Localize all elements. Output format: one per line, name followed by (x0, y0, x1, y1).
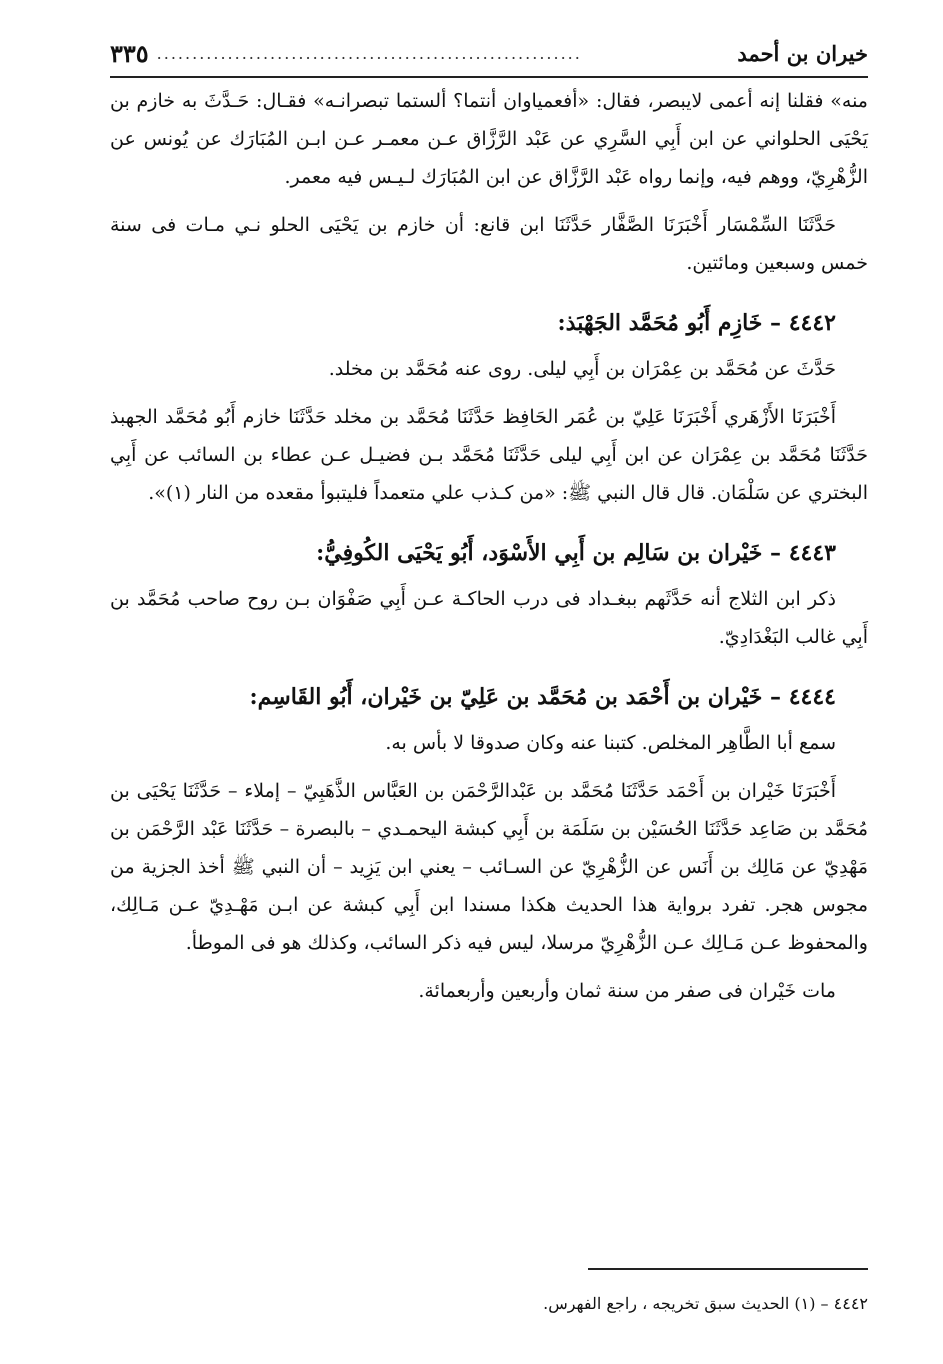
entry-heading-4444 (110, 678, 868, 716)
footnote-separator (588, 1268, 868, 1270)
entry-paragraph: حَدَّثَ عن مُحَمَّد بن عِمْرَان بن أَبِي ليلى. روى عنه مُحَمَّد بن مخلد. (328, 358, 836, 380)
running-title: خيران بن أحمد (737, 40, 868, 66)
paragraph-continuation: منه» فقلنا إنه أعمى لايبصر، فقال: «أفعمياوان أنتما؟ ألستما تبصرانـه» فقـال: حَـدَّثَ به خازم بن يَحْيَى الحلواني عن ابن أَبِي السَّرِي عن عَبْد الرَّزَّاق عـن معمـر عـن ابـن المُبَارَك عن يُونس عن الزُّهْرِيّ، ووهم فيه، وإنما رواه عَبْد الرَّزَّاق عن ابن المُبَارَك لـيـس فيه معمر. (110, 90, 868, 188)
entry-paragraph: أَخْبَرَنَا الأَزْهَري أَخْبَرَنَا عَلِيّ بن عُمَر الحَافِظ حَدَّثَنَا مُحَمَّد بن مخلد حَدَّثَنَا خازم أَبُو مُحَمَّد الجهبذ حَدَّثَنَا مُحَمَّد بن عِمْرَان عن ابن أَبِي ليلى حَدَّثَنَا مُحَمَّد بـن فضيـل عـن عطاء بن السائب عن أَبِي البختري عن سَلْمَان. قال قال النبي ﷺ: «من كـذب علي متعمداً فليتبوأ مقعده من النار (١)». (110, 406, 868, 504)
entry-paragraph: أَخْبَرَنَا خَيْران بن أَحْمَد حَدَّثَنَا مُحَمَّد بن عَبْدالرَّحْمَن بن العَبَّاس الذَّهَبِيّ – إملاء – حَدَّثَنَا يَحْيَى بن مُحَمَّد بن صَاعِد حَدَّثَنَا الحُسَيْن بن سَلَمَة بن أَبِي كبشة اليحمـدي – بالبصرة – حَدَّثَنَا عَبْد الرَّحْمَن بن مَهْدِيّ عن مَالِك بن أَنَس عن الزُّهْرِيّ عن السـائب – يعني ابن يَزِيد – أن النبي ﷺ أخذ الجزية من مجوس هجر. تفرد برواية هذا الحديث هكذا مسندا ابن أَبِي كبشة عن ابـن مَهْـدِيّ عـن مَـالِك، والمحفوظ عـن مَـالِك عـن الزُّهْرِيّ مرسلا، ليس فيه ذكر السائب، وكذلك هو فى الموطأ. (110, 780, 869, 954)
entry-heading-4443 (110, 534, 868, 572)
entry-number: ٤٤٤٢ (788, 310, 836, 336)
main-text (110, 82, 868, 1010)
entry-number: ٤٤٤٣ (788, 540, 836, 566)
entry-paragraph: مات خَيْران فى صفر من سنة ثمان وأربعين وأربعمائة. (418, 980, 836, 1002)
entry-paragraph: سمع أبا الطَّاهِر المخلص. كتبنا عنه وكان صدوقا لا بأس به. (385, 732, 836, 754)
page-header (110, 30, 868, 78)
entry-paragraph: ذكر ابن الثلاج أنه حَدَّثَهم ببغـداد فى درب الحاكـة عـن أَبِي صَفْوَان بـن روح صاحب مُحَمَّد بن أَبِي غالب البَغْدَادِيّ. (110, 588, 868, 648)
entry-title: – خَازِم أَبُو مُحَمَّد الجَهْبَذ: (557, 310, 782, 336)
paragraph-death-note: حَدَّثَنَا السِّمْسَار أَخْبَرَنَا الصَّفَّار حَدَّثَنَا ابن قانع: أن خازم بن يَحْيَى الحلو نـي مـات فى سنة خمس وسبعين ومائتين. (110, 214, 868, 274)
page-number: ٣٣٥ (110, 38, 149, 68)
entry-title: – خَيْران بن سَالِم بن أَبِي الأَسْوَد، أَبُو يَحْيَى الكُوفِيُّ: (316, 540, 782, 566)
footnote: ٤٤٤٢ – (١) الحديث سبق تخريجه ، راجع الفهرس. (543, 1294, 868, 1313)
entry-title: – خَيْران بن أَحْمَد بن مُحَمَّد بن عَلِيّ بن خَيْران، أَبُو القَاسِم: (249, 684, 782, 710)
entry-heading-4442 (110, 304, 868, 342)
entry-number: ٤٤٤٤ (788, 684, 836, 710)
header-leader-dots: ............................................................ (156, 43, 582, 63)
